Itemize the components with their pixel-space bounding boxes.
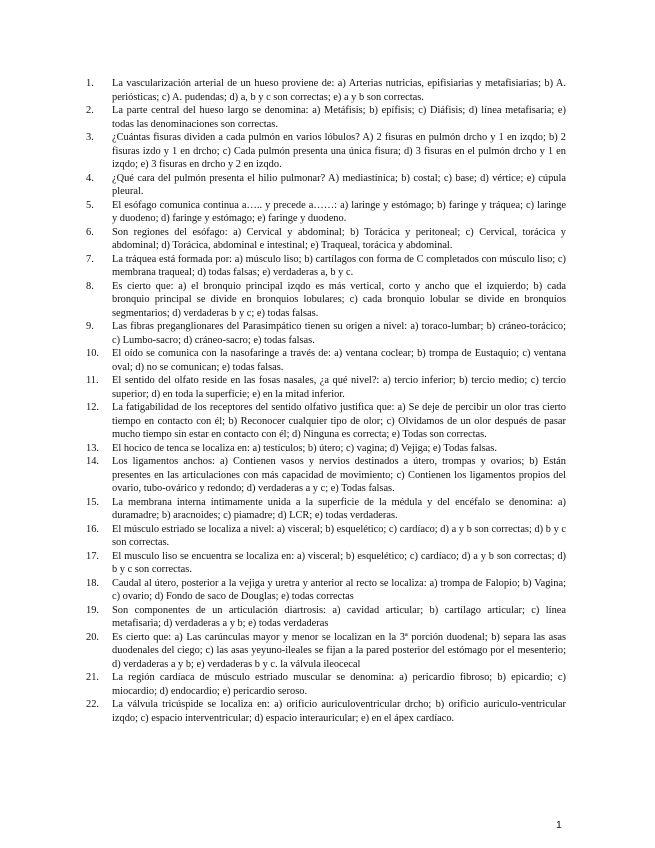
- question-list: [86, 77, 566, 725]
- question-text: Los ligamentos anchos: a) Contienen vasos y nervios destinados a útero, trompas y ovarios; b) Están presentes en las articulaciones con más capacidad de movimiento; c) Contienen los ligamentos propios del ovario, tubo-ovárico y redondo; d) verdaderas a y c; e) Todas falsas.: [112, 456, 566, 494]
- question-number: 13.: [86, 442, 99, 454]
- question-item: [86, 199, 566, 226]
- question-number: 18.: [86, 577, 99, 589]
- question-number: 8.: [86, 280, 94, 292]
- question-item: [86, 280, 566, 321]
- question-text: El hocico de tenca se localiza en: a) testículos; b) útero; c) vagina; d) Vejiga; e) Todas falsas.: [112, 442, 497, 454]
- question-text: La fatigabilidad de los receptores del sentido olfativo justifica que: a) Se deje de percibir un olor tras cierto tiempo en contacto con él; b) Reconocer cualquier tipo de olor; c) Olvidamos de un olor después de pasar mucho tiempo sin estar en contacto con él; d) Ninguna es correcta; e) Todas son correctas.: [112, 402, 566, 440]
- question-item: [86, 172, 566, 199]
- question-item: [86, 577, 566, 604]
- question-text: ¿Cuántas fisuras dividen a cada pulmón en varios lóbulos? A) 2 fisuras en pulmón drcho y 1 en izqdo; b) 2 fisuras izdo y 1 en drcho; c) Cada pulmón presenta una única fisura; d) 3 fisuras en el pulmón drcho y 1 en izqdo; e) 3 fisuras en drcho y 2 en izqdo.: [112, 132, 566, 170]
- question-item: [86, 523, 566, 550]
- question-number: 20.: [86, 631, 99, 643]
- question-item: [86, 401, 566, 442]
- question-item: [86, 77, 566, 104]
- question-number: 19.: [86, 604, 99, 616]
- question-text: La válvula tricúspide se localiza en: a) orificio auriculoventricular drcho; b) orificio auriculo-ventricular izqdo; c) espacio interventricular; d) espacio interauricular; e) en el ápex cardíaco.: [112, 699, 566, 724]
- question-number: 7.: [86, 253, 94, 265]
- question-item: [86, 131, 566, 172]
- question-number: 3.: [86, 132, 94, 143]
- question-text: El musculo liso se encuentra se localiza en: a) visceral; b) esquelético; c) cardíaco; d) a y b son correctas; d) b y c son correctas.: [112, 550, 566, 575]
- question-item: [86, 253, 566, 280]
- question-number: 5.: [86, 199, 94, 211]
- question-number: 21.: [86, 672, 99, 683]
- question-item: [86, 698, 566, 725]
- question-number: 16.: [86, 523, 99, 535]
- question-text: Es cierto que: a) el bronquio principal izqdo es más vertical, corto y ancho que el izquierdo; b) cada bronquio principal se divide en bronquios lobulares; c) cada bronquio lobular se divide en bronquios segmentarios; d) verdaderas b y c; e) todas falsas.: [112, 280, 566, 319]
- question-text: La parte central del hueso largo se denomina: a) Metáfisis; b) epífisis; c) Diáfisis; d) línea metafisaria; e) todas las denominaciones son correctas.: [112, 105, 566, 130]
- question-item: [86, 104, 566, 131]
- question-text: El músculo estriado se localiza a nivel: a) visceral; b) esquelético; c) cardíaco; d) a y b son correctas; d) b y c son correctas.: [112, 523, 566, 548]
- page-number: 1: [556, 819, 562, 831]
- question-number: 1.: [86, 78, 94, 89]
- question-number: 4.: [86, 172, 94, 184]
- question-item: [86, 550, 566, 577]
- question-item: [86, 604, 566, 631]
- question-text: Caudal al útero, posterior a la vejiga y uretra y anterior al recto se localiza: a) trompa de Falopio; b) Vagina; c) ovario; d) Fondo de saco de Douglas; e) todas correctas: [112, 577, 566, 602]
- question-number: 6.: [86, 226, 94, 238]
- question-text: El oído se comunica con la nasofaringe a través de: a) ventana coclear; b) trompa de Eustaquio; c) ventana oval; d) no se comunican; e) todas falsas.: [112, 348, 566, 373]
- question-item: [86, 442, 566, 456]
- question-number: 15.: [86, 496, 99, 508]
- question-text: Las fibras preganglionares del Parasimpático tienen su origen a nivel: a) toraco-lumbar; b) cráneo-torácico; c) Lumbo-sacro; d) cráneo-sacro; e) todas falsas.: [112, 321, 566, 346]
- question-text: Son regiones del esófago: a) Cervical y abdominal; b) Torácica y peritoneal; c) Cervical, torácica y abdominal; d) Torácica, abdominal e intestinal; e) Traqueal, torácica y abdominal.: [112, 226, 566, 251]
- question-text: ¿Qué cara del pulmón presenta el hilio pulmonar? A) mediastínica; b) costal; c) base; d) vértice; e) cúpula pleural.: [112, 172, 566, 197]
- question-item: [86, 320, 566, 347]
- question-text: La tráquea está formada por: a) músculo liso; b) cartílagos con forma de C completados con músculo liso; c) membrana traqueal; d) todas falsas; e) verdaderas a, b y c.: [112, 253, 566, 278]
- question-item: [86, 226, 566, 253]
- question-item: [86, 374, 566, 401]
- question-text: El sentido del olfato reside en las fosas nasales, ¿a qué nivel?: a) tercio inferior; b) tercio medio; c) tercio superior; d) en toda la superficie; e) en la mitad inferior.: [112, 375, 566, 400]
- question-number: 2.: [86, 105, 94, 116]
- question-text: Es cierto que: a) Las carúnculas mayor y menor se localizan en la 3ª porción duodenal; b) separa las asas duodenales del ciego; c) las asas yeyuno-ileales se fijan a la pared posterior del estómago por el mesenterio; d) verdaderas a y b; e) verdaderas b y c. la válvula ileocecal: [112, 631, 566, 670]
- question-text: El esófago comunica continua a….. y precede a……: a) laringe y estómago; b) faringe y tráquea; c) laringe y duodeno; d) faringe y estómago; e) faringe y duodeno.: [112, 199, 566, 224]
- question-number: 22.: [86, 699, 99, 710]
- question-text: Son componentes de un articulación diartrosis: a) cavidad articular; b) cartílago articular; c) línea metafisaria; d) verdaderas a y b; e) todas verdaderas: [112, 604, 566, 629]
- question-item: [86, 671, 566, 698]
- question-item: [86, 631, 566, 672]
- question-text: La membrana interna íntimamente unida a la superficie de la médula y del encéfalo se denomina: a) duramadre; b) aracnoides; c) piamadre; d) LCR; e) todas verdaderas.: [112, 496, 566, 521]
- question-text: La vascularización arterial de un hueso proviene de: a) Arterias nutricias, epifisiarias y metafisiarias; b) A. periósticas; c) A. pudendas; d) a, b y c son correctas; e) a y b son correctas.: [112, 78, 566, 103]
- question-item: [86, 455, 566, 496]
- question-number: 14.: [86, 456, 99, 467]
- question-item: [86, 347, 566, 374]
- question-text: La región cardíaca de músculo estriado muscular se denomina: a) pericardio fibroso; b) epicardio; c) miocardio; d) endocardio; e) pericardio seroso.: [112, 672, 566, 697]
- question-number: 10.: [86, 348, 99, 359]
- question-number: 11.: [86, 375, 99, 386]
- question-number: 12.: [86, 402, 99, 413]
- question-number: 17.: [86, 550, 99, 562]
- question-number: 9.: [86, 321, 94, 332]
- question-item: [86, 496, 566, 523]
